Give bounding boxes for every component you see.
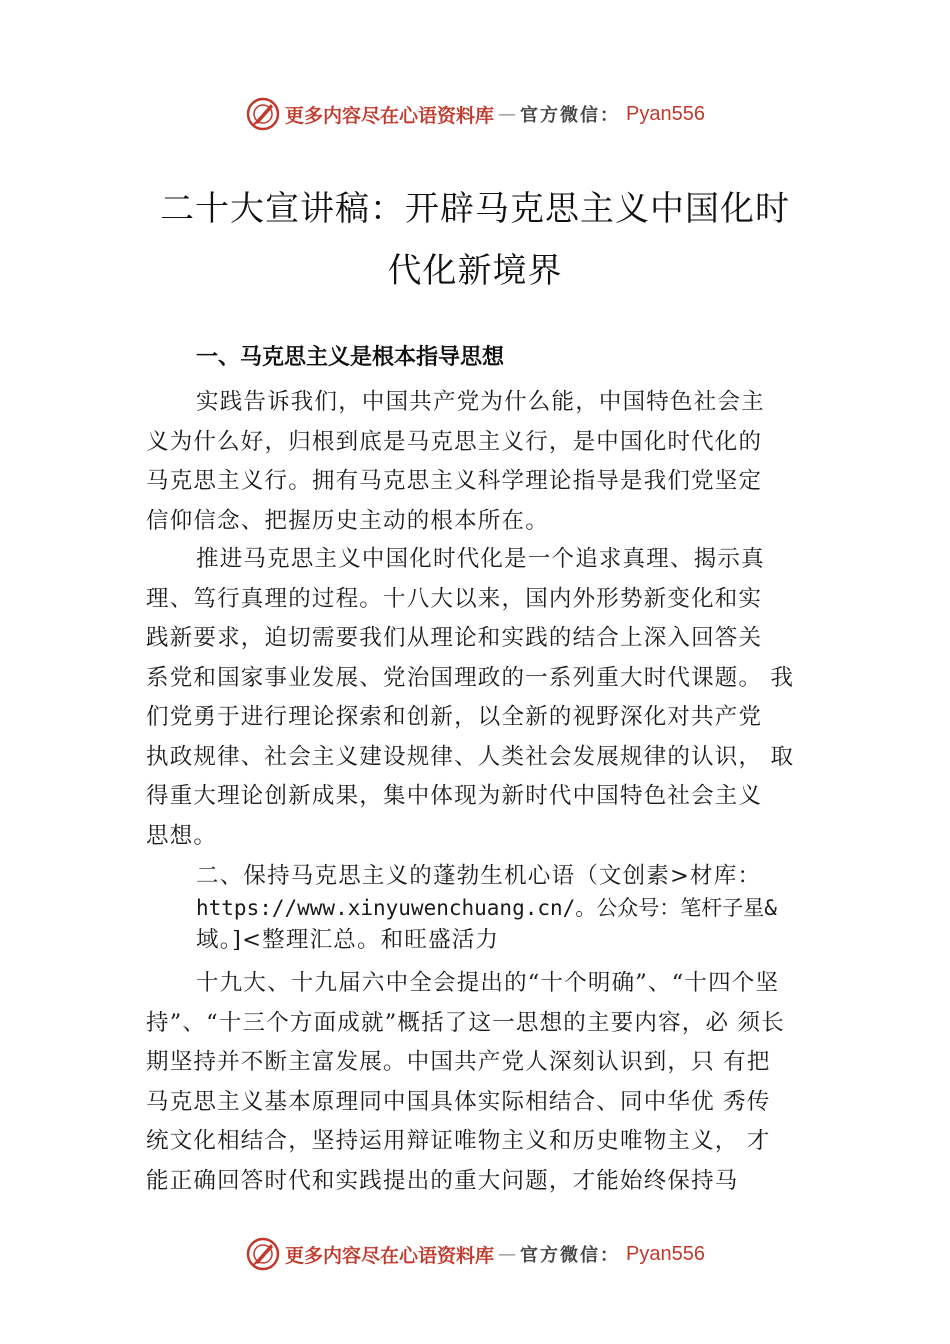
paragraph-line: 信仰信念、把握历史主动的根本所在。: [146, 507, 549, 534]
footer-banner: [0, 1232, 950, 1276]
paragraph-line: 十九大、十九届六中全会提出的“十个明确”、“十四个坚: [196, 970, 780, 996]
banner-wechat-label: 官方微信：: [520, 1245, 621, 1266]
banner-wechat-label: 官方微信：: [520, 105, 621, 126]
brand-logo-icon: [245, 96, 281, 132]
banner-wechat-id: Pyan556: [626, 1242, 705, 1265]
paragraph-line: 思想。: [146, 822, 218, 849]
paragraph-line: 持”、“十三个方面成就”概括了这一思想的主要内容，必 须长: [146, 1009, 785, 1036]
section-2-line-2: https://www.xinyuwenchuang.cn/。公众号：笔杆子星&: [196, 896, 777, 920]
paragraph-line: 实践告诉我们，中国共产党为什么能，中国特色社会主: [196, 389, 765, 415]
paragraph-line: 执政规律、社会主义建设规律、人类社会发展规律的认识， 取: [146, 743, 795, 770]
title-line-2: 代化新境界: [387, 251, 563, 291]
paragraph-line: 践新要求，迫切需要我们从理论和实践的结合上深入回答关: [146, 625, 763, 651]
paragraph-3: [146, 964, 836, 1201]
paragraph-2: [146, 540, 836, 856]
title-line-1: 二十大宣讲稿：开辟马克思主义中国化时: [160, 189, 790, 229]
banner-wechat-id: Pyan556: [626, 102, 705, 125]
banner-main-text: 更多内容尽在心语资料库: [285, 1244, 495, 1267]
section-1-heading: 一、马克思主义是根本指导思想: [196, 345, 505, 370]
paragraph-line: 理、笃行真理的过程。十八大以来，国内外形势新变化和实: [146, 585, 763, 612]
section-2-line-1: 二、保持马克思主义的蓬勃生机心语（文创素>材库：: [196, 863, 762, 889]
paragraph-line: 义为什么好，归根到底是马克思主义行，是中国化时代化的: [146, 428, 763, 455]
header-banner: [0, 92, 950, 136]
banner-separator: —: [498, 103, 517, 125]
document-title: [120, 178, 830, 302]
paragraph-line: 得重大理论创新成果，集中体现为新时代中国特色社会主义: [146, 783, 763, 809]
paragraph-line: 能正确回答时代和实践提出的重大问题，才能始终保持马: [146, 1167, 739, 1194]
brand-logo-icon: [245, 1236, 281, 1272]
section-2-heading: [146, 860, 836, 956]
banner-separator: —: [498, 1243, 517, 1265]
paragraph-line: 统文化相结合，坚持运用辩证唯物主义和历史唯物主义， 才: [146, 1128, 771, 1154]
paragraph-line: 系党和国家事业发展、党治国理政的一系列重大时代课题。 我: [146, 664, 795, 691]
paragraph-line: 马克思主义基本原理同中国具体实际相结合、同中华优 秀传: [146, 1088, 771, 1115]
paragraph-1: [146, 383, 836, 541]
section-2-line-3: 域。]<整理汇总。和旺盛活力: [196, 927, 500, 953]
paragraph-line: 期坚持并不断主富发展。中国共产党人深刻认识到，只 有把: [146, 1049, 771, 1075]
paragraph-line: 马克思主义行。拥有马克思主义科学理论指导是我们党坚定: [146, 468, 763, 494]
paragraph-line: 们党勇于进行理论探索和创新，以全新的视野深化对共产党: [146, 704, 763, 730]
banner-main-text: 更多内容尽在心语资料库: [285, 104, 495, 127]
paragraph-line: 推进马克思主义中国化时代化是一个追求真理、揭示真: [196, 546, 765, 572]
